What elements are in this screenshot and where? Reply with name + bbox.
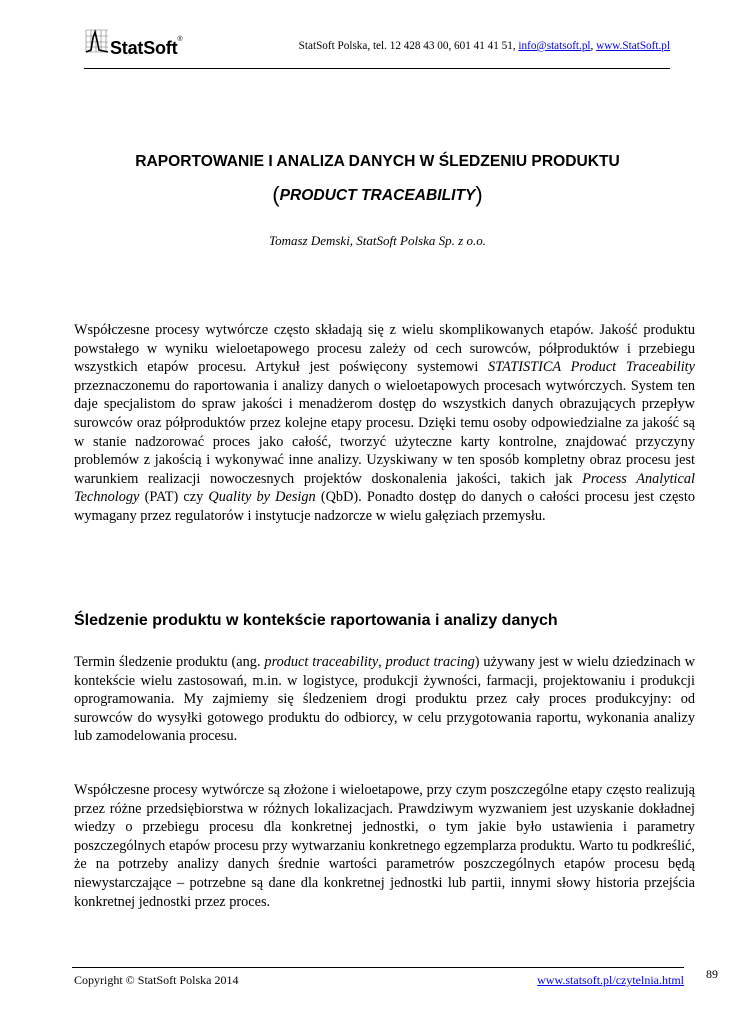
- logo-registered-mark: ®: [177, 36, 183, 43]
- intro-text-4: (QbD). Ponadto dostęp do danych o całości procesu jest często wymagany przez regulatorów i instytucje nadzorcze w wielu gałęziach przemysłu.: [74, 489, 695, 524]
- subtitle-open-paren: (: [272, 182, 280, 207]
- statsoft-logo: [84, 26, 206, 62]
- page-footer: [72, 967, 684, 990]
- product-name: STATISTICA Product Traceability: [488, 359, 695, 376]
- contact-text: StatSoft Polska, tel. 12 428 43 00, 601 41 41 51,: [298, 40, 519, 52]
- intro-text-1: Współczesne procesy wytwórcze często składają się z wielu skomplikowanych etapów. Jakość produktu powstałego w wyniku wieloetapowego procesu zależy od cech surowców, półproduktów i przebiegu wszystkich etapów procesu. Artykuł jest poświęcony systemowi: [74, 322, 695, 376]
- intro-text-3: (PAT) czy: [139, 489, 209, 506]
- section-p1-text-2: ) używany jest w wielu dziedzinach w kontekście wielu zastosowań, m.in. w logistyce, produkcji żywności, farmacji, projektowaniu i produkcji oprogramowania. My zajmiemy się śledzeniem drogi produktu przez cały proces produkcyjny: od surowców do wysyłki gotowego produktu do odbiorcy, w celu przygotowania raportu, wykonania analizy lub zamodelowania procesu.: [74, 654, 695, 745]
- article-title: RAPORTOWANIE I ANALIZA DANYCH W ŚLEDZENIU PRODUKTU: [135, 153, 620, 170]
- article-author: Tomasz Demski, StatSoft Polska Sp. z o.o.: [269, 233, 486, 248]
- footer-copyright: Copyright © StatSoft Polska 2014: [74, 973, 239, 987]
- page-number: 89: [706, 967, 718, 981]
- subtitle-text: PRODUCT TRACEABILITY: [279, 187, 476, 204]
- term-separator: ,: [378, 654, 386, 670]
- statsoft-chart-icon: [84, 26, 110, 56]
- section-heading: Śledzenie produktu w kontekście raportowania i analizy danych: [74, 612, 558, 629]
- page-header: [84, 22, 670, 69]
- term-product-tracing: product tracing: [385, 654, 475, 670]
- term-product-traceability: product traceability: [264, 654, 379, 670]
- logo-text: StatSoft: [110, 38, 178, 58]
- intro-paragraph: [74, 321, 695, 526]
- email-link[interactable]: info@statsoft.pl: [518, 40, 591, 52]
- article-subtitle: [0, 180, 755, 206]
- subtitle-close-paren: ): [475, 182, 483, 207]
- pat-term: Process Analytical Technology: [74, 470, 695, 506]
- website-link[interactable]: www.StatSoft.pl: [596, 40, 670, 52]
- section-paragraph-1: [74, 653, 695, 746]
- header-contact: [299, 40, 670, 52]
- section-p1-text-1: Termin śledzenie produktu (ang.: [74, 654, 265, 670]
- footer-link[interactable]: www.statsoft.pl/czytelnia.html: [537, 973, 684, 987]
- contact-separator: ,: [590, 40, 597, 52]
- qbd-term: Quality by Design: [208, 489, 316, 506]
- section-paragraph-2: Współczesne procesy wytwórcze są złożone i wieloetapowe, przy czym poszczególne etapy często realizują przez różne przedsiębiorstwa w różnych lokalizacjach. Prawdziwym wyzwaniem jest uzyskanie dokładnej wiedzy o przebiegu procesu dla konkretnej jednostki, o tym jakie było ustawienia i parametry poszczególnych etapów procesu przy wytwarzaniu konkretnego egzemplarza produktu. Warto tu podkreślić, że na potrzeby analizy danych średnie wartości parametrów poszczególnych etapów procesu będą niewystarczające – potrzebne są dane dla konkretnej jednostki lub partii, innymi słowy historia przejścia konkretnej jednostki przez proces.: [74, 782, 695, 910]
- intro-text-2: przeznaczonemu do raportowania i analizy danych o wieloetapowych procesach wytwórczych. System ten daje specjalistom do spraw jakości i menadżerom dostęp do wszystkich danych obrazujących przepływ surowców oraz półproduktów przez kolejne etapy procesu. Dzięki temu osoby odpowiedzialne za jakość są w stanie nadzorować proces jako całość, tworzyć użyteczne karty kontrolne, znajdować przyczyny problemów z jakością i wykonywać inne analizy. Uzyskiwany w ten sposób kompletny obraz procesu jest warunkiem realizacji nowoczesnych projektów doskonalenia jakości, takich jak: [74, 377, 695, 487]
